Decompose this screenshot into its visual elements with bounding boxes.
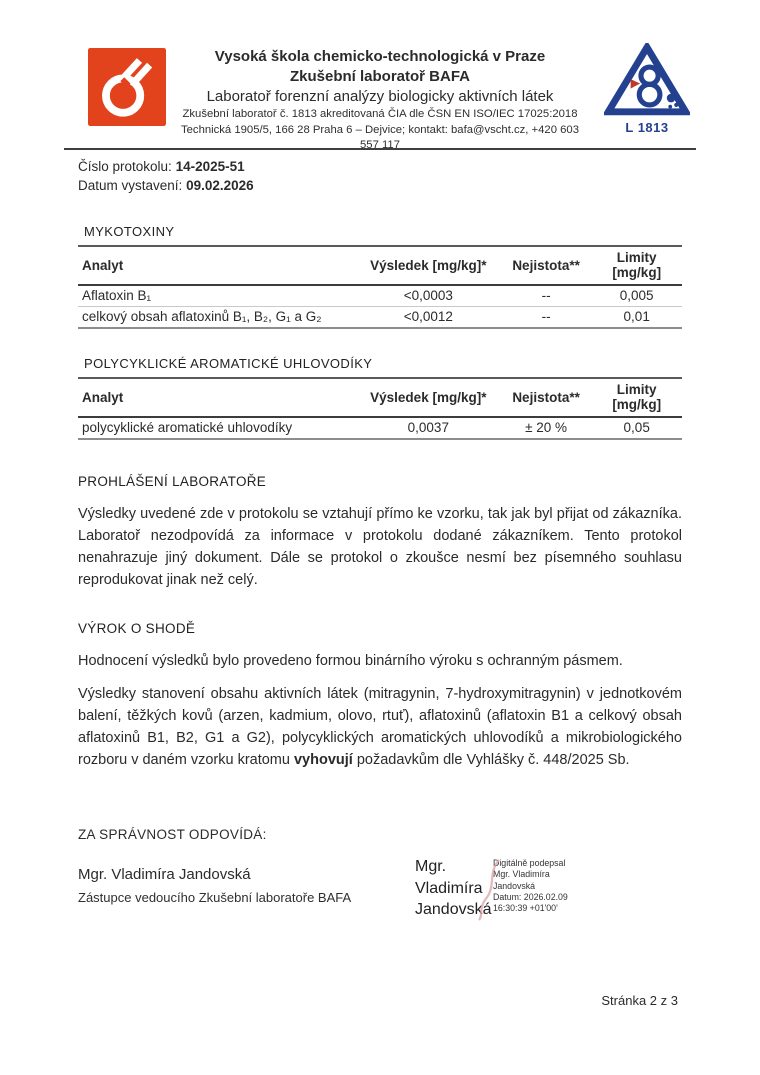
column-header-analyt: Analyt [78, 246, 356, 285]
digital-details-line: Mgr. Vladimíra [493, 869, 550, 880]
signatory-block [78, 866, 418, 921]
digital-name-line: Mgr. [415, 858, 447, 875]
cell-nejistota: -- [501, 307, 592, 329]
column-header-vysledek: Výsledek [mg/kg]* [356, 246, 501, 285]
digital-details-line: Datum: 2026.02.09 [493, 891, 568, 902]
accreditation-triangle-icon [604, 43, 690, 117]
mykotoxiny-table [78, 245, 682, 329]
issue-date-row [78, 176, 682, 195]
cell-nejistota: ± 20 % [525, 420, 568, 435]
vyrok-paragraph-2 [78, 683, 682, 771]
column-header-limity: Limity [mg/kg] [591, 378, 682, 417]
cell-analyt: Aflatoxin B₁ [82, 288, 152, 303]
document-header [78, 45, 682, 151]
cell-limity: 0,01 [591, 307, 682, 329]
digital-signature-name [415, 856, 493, 921]
vyrok-verdict: vyhovují [293, 752, 353, 768]
digital-details-line: 16:30:39 +01'00' [493, 903, 558, 914]
digital-signature-block [415, 856, 603, 921]
page-indicator: Stránka 2 z 3 [601, 993, 678, 1008]
signature-row [78, 858, 682, 921]
table-header-row [78, 246, 682, 285]
issue-date-label: Datum vystavení: [78, 178, 183, 193]
accreditation-line: Zkušební laboratoř č. 1813 akreditovaná ČIA dle ČSN EN ISO/IEC 17025:2018 [182, 108, 578, 120]
vyrok-paragraph-1: Hodnocení výsledků bylo provedeno formou binárního výroku s ochranným pásmem. [78, 653, 623, 669]
protocol-number-row [78, 157, 682, 176]
lab-name-line: Laboratoř forenzní analýzy biologicky aktivních látek [206, 88, 554, 105]
issue-date-value: 09.02.2026 [186, 178, 254, 193]
cell-vysledek: 0,0037 [407, 420, 449, 435]
column-header-analyt: Analyt [78, 378, 356, 417]
cia-accreditation-number: L 1813 [625, 120, 669, 135]
table-row [78, 307, 682, 329]
org-name-line2: Zkušební laboratoř BAFA [289, 68, 471, 85]
table-header-row [78, 378, 682, 417]
column-header-nejistota: Nejistota** [501, 246, 592, 285]
cell-analyt: celkový obsah aflatoxinů B₁, B₂, G₁ a G₂ [78, 307, 356, 329]
section-title-pau: POLYCYKLICKÉ AROMATICKÉ UHLOVODÍKY [84, 356, 373, 371]
digital-details-line: Jandovská [493, 880, 536, 891]
prohlaseni-paragraph: Výsledky uvedené zde v protokolu se vztahují přímo ke vzorku, tak jak byl přijat od zákazníka. Laboratoř nezodpovídá za informace v protokolu dodané zákazníkem. Tento protokol nenahrazuje jiný dokument. Dále se protokol o zkoušce nesmí bez písemného souhlasu reprodukovat jinak než celý. [78, 506, 682, 588]
vyrok-text-after: požadavkům dle Vyhlášky č. 448/2025 Sb. [352, 752, 630, 768]
cell-limity: 0,05 [623, 420, 650, 435]
vscht-logo [88, 48, 166, 126]
flask-drop-icon [88, 48, 166, 126]
column-header-nejistota: Nejistota** [501, 378, 592, 417]
protocol-meta [78, 157, 682, 195]
cell-vysledek: <0,0003 [403, 288, 453, 303]
column-header-vysledek: Výsledek [mg/kg]* [356, 378, 501, 417]
address-contact-line: Technická 1905/5, 166 28 Praha 6 – Dejvice; kontakt: bafa@vscht.cz, +420 603 557 117 [180, 123, 579, 151]
signatory-role: Zástupce vedoucího Zkušební laboratoře BAFA [78, 890, 352, 905]
org-name-line1: Vysoká škola chemicko-technologická v Praze [214, 48, 546, 65]
cell-analyt: polycyklické aromatické uhlovodíky [82, 420, 293, 435]
section-title-mykotoxiny: MYKOTOXINY [84, 224, 175, 239]
column-header-limity: Limity [mg/kg] [591, 246, 682, 285]
pau-table [78, 377, 682, 440]
section-heading-prohlaseni: PROHLÁŠENÍ LABORATOŘE [78, 474, 267, 489]
digital-name-line: Jandovská [415, 901, 492, 918]
protocol-number-label: Číslo protokolu: [78, 159, 172, 174]
table-row [78, 285, 682, 307]
cell-vysledek: <0,0012 [356, 307, 501, 329]
cell-limity: 0,005 [619, 288, 654, 303]
signatory-name: Mgr. Vladimíra Jandovská [78, 866, 251, 883]
section-heading-vyrok: VÝROK O SHODĚ [78, 621, 196, 636]
digital-name-line: Vladimíra [415, 879, 483, 897]
cia-accreditation-logo [604, 43, 690, 135]
header-text-block [78, 45, 682, 154]
table-row [78, 417, 682, 439]
signature-heading: ZA SPRÁVNOST ODPOVÍDÁ: [78, 827, 267, 842]
protocol-number-value: 14-2025-51 [175, 159, 245, 174]
cell-nejistota: -- [541, 288, 551, 303]
vyrok-text-before: Výsledky stanovení obsahu aktivních látek (mitragynin, 7-hydroxymitragynin) v jednotkovém balení, těžkých kovů (arzen, kadmium, olovo, rtuť), aflatoxinů (aflatoxin B1 a celkový obsah aflatoxinů B1, B2, G1 a G2), polycyklických aromatických uhlovodíků a mikrobiologického rozboru v daném vzorku kratomu [78, 686, 682, 768]
digital-details-line: Digitálně podepsal [493, 858, 566, 868]
digital-signature-details [493, 856, 603, 921]
